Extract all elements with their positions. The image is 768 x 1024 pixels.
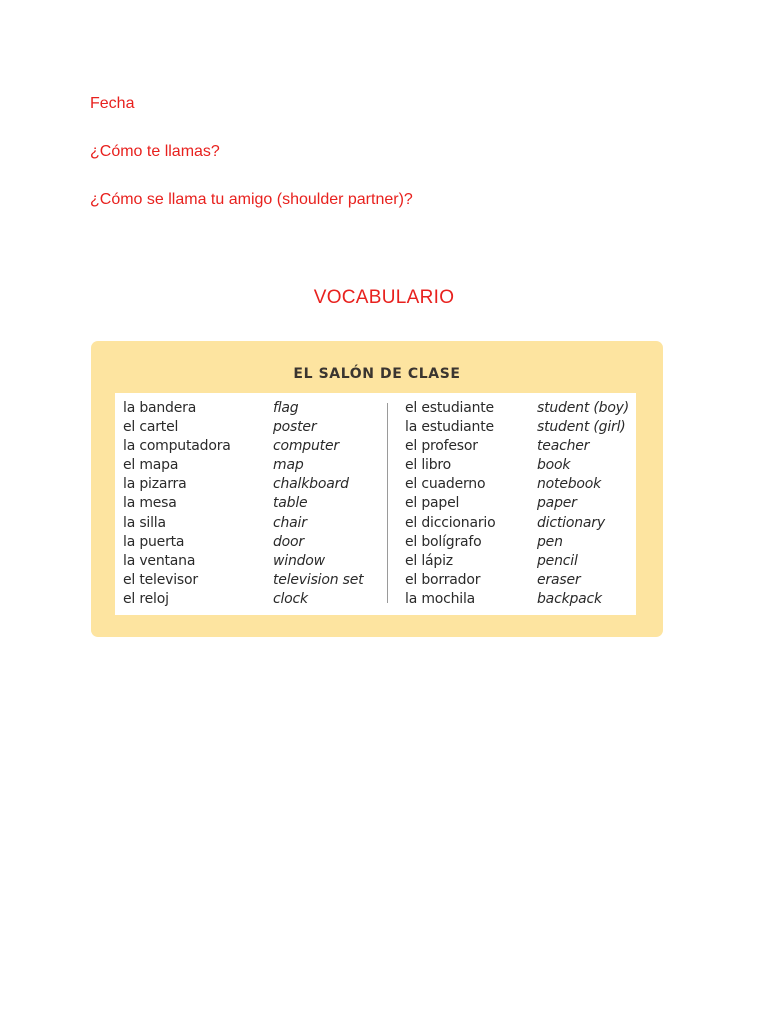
english-term: table [273,495,308,512]
your-name-prompt: ¿Cómo te llamas? [90,143,220,160]
vocabulary-box [91,341,663,637]
english-term: dictionary [537,514,605,531]
spanish-term: la computadora [123,438,231,455]
left-english-column [273,399,363,609]
english-term: student (girl) [537,419,626,436]
spanish-term: el cuaderno [405,476,486,493]
english-term: backpack [537,590,602,607]
spanish-term: el profesor [405,438,478,455]
spanish-term: el mapa [123,457,179,474]
column-divider [387,403,388,603]
english-term: notebook [537,476,602,493]
spanish-term: el reloj [123,590,169,607]
english-term: flag [273,400,299,416]
spanish-term: el cartel [123,419,179,436]
spanish-term: la pizarra [123,476,187,493]
spanish-term: el televisor [123,571,198,588]
spanish-term: la mochila [405,590,476,607]
english-term: paper [537,495,577,512]
spanish-term: la ventana [123,552,196,569]
spanish-term: el lápiz [405,552,453,569]
right-english-column [537,399,629,609]
english-term: poster [273,419,317,436]
english-term: pencil [537,552,578,569]
date-prompt: Fecha [90,95,135,112]
vocabulary-table [115,393,636,615]
spanish-term: el diccionario [405,514,496,531]
english-term: television set [273,571,364,588]
vocabulary-box-header: EL SALÓN DE CLASE [293,366,461,382]
english-term: map [273,457,304,474]
english-term: pen [537,533,563,550]
english-term: clock [273,590,308,607]
spanish-term: el libro [405,457,452,474]
spanish-term: la estudiante [405,419,494,436]
left-spanish-column [123,399,231,609]
english-term: chalkboard [273,476,349,493]
english-term: book [537,457,571,474]
english-term: teacher [537,438,590,455]
english-term: computer [273,438,339,455]
spanish-term: el borrador [405,571,481,588]
spanish-term: el estudiante [405,400,494,416]
spanish-term: la bandera [123,400,197,416]
section-title: VOCABULARIO [313,287,455,308]
spanish-term: la mesa [123,495,177,512]
english-term: chair [273,514,307,531]
english-term: eraser [537,571,581,588]
english-term: door [273,533,304,550]
english-term: student (boy) [537,400,630,416]
spanish-term: el bolígrafo [405,533,482,550]
english-term: window [273,552,325,569]
right-spanish-column [405,399,495,609]
spanish-term: la silla [123,514,166,531]
friend-name-prompt: ¿Cómo se llama tu amigo (shoulder partner)? [90,191,413,208]
spanish-term: la puerta [123,533,185,550]
spanish-term: el papel [405,495,460,512]
